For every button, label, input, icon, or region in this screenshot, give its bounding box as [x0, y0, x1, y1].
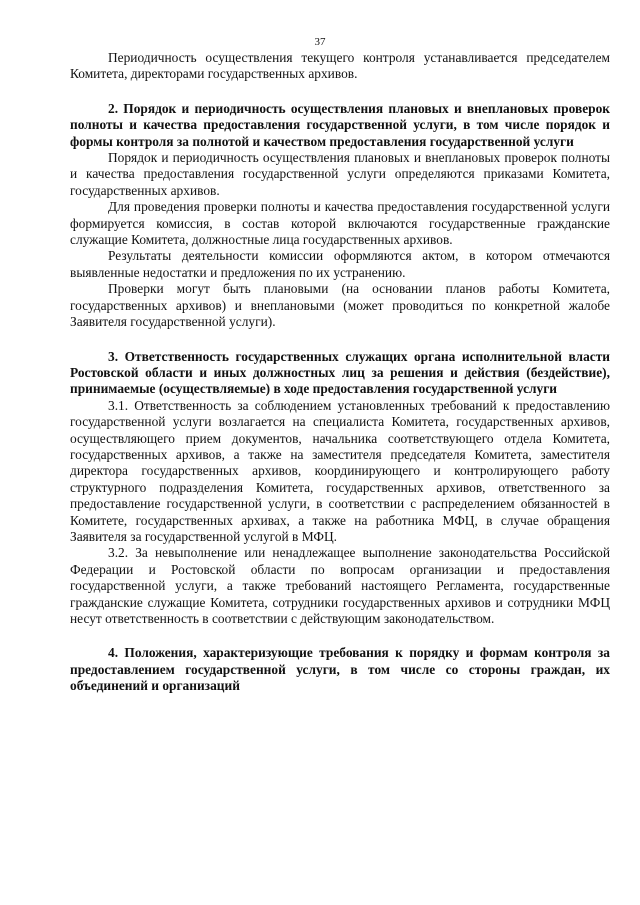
- heading-section-3: 3. Ответственность государственных служащих органа исполнительной власти Ростовской области и иных должностных лиц за решения и действия (бездействие), принимаемые (осуществляемые) в ходе предоставления государственной услуги: [70, 348, 610, 397]
- heading-section-4: 4. Положения, характеризующие требования к порядку и формам контроля за предоставлением государственной услуги, в том числе со стороны граждан, их объединений и организаций: [70, 645, 610, 694]
- paragraph: 3.2. За невыполнение или ненадлежащее выполнение законодательства Российской Федерации и Ростовской области по вопросам организации и предоставления государственной услуги, а также требований настоящего Регламента, государственные гражданские служащие Комитета, сотрудники государственных архивов и сотрудники МФЦ несут ответственность в соответствии с действующим законодательством.: [70, 545, 610, 626]
- paragraph: 3.1. Ответственность за соблюдением установленных требований к предоставлению государственной услуги возлагается на специалиста Комитета, государственных архивов, осуществляющего прием документов, начальника соответствующего отдела Комитета, государственных архивов, а также на заместителя председателя Комитета, заместителя директора государственных архивов, координирующего и контролирующего работу структурного подразделения Комитета, государственных архивов, ответственного за предоставление государственной услуги, в соответствии с распределением обязанностей в Комитете, государственных архивах, а также на работника МФЦ, в случае обращения Заявителя за государственной услугой в МФЦ.: [70, 397, 610, 544]
- paragraph: Результаты деятельности комиссии оформляются актом, в котором отмечаются выявленные недостатки и предложения по их устранению.: [70, 248, 610, 280]
- paragraph: Для проведения проверки полноты и качества предоставления государственной услуги формируется комиссия, в состав которой включаются государственные гражданские служащие Комитета, должностные лица государственных архивов.: [70, 199, 610, 248]
- document-body: [70, 50, 610, 695]
- paragraph: Порядок и периодичность осуществления плановых и внеплановых проверок полноты и качества предоставления государственной услуги определяются приказами Комитета, государственных архивов.: [70, 150, 610, 198]
- paragraph-current-control: Периодичность осуществления текущего контроля устанавливается председателем Комитета, директорами государственных архивов.: [70, 50, 610, 82]
- page-number: 37: [314, 36, 326, 48]
- heading-section-2: 2. Порядок и периодичность осуществления плановых и внеплановых проверок полноты и качества предоставления государственной услуги, в том числе порядок и формы контроля за полнотой и качеством предоставления государственной услуги: [70, 100, 610, 149]
- paragraph: Проверки могут быть плановыми (на основании планов работы Комитета, государственных архивов) и внеплановыми (может проводиться по конкретной жалобе Заявителя государственной услуги).: [70, 281, 610, 330]
